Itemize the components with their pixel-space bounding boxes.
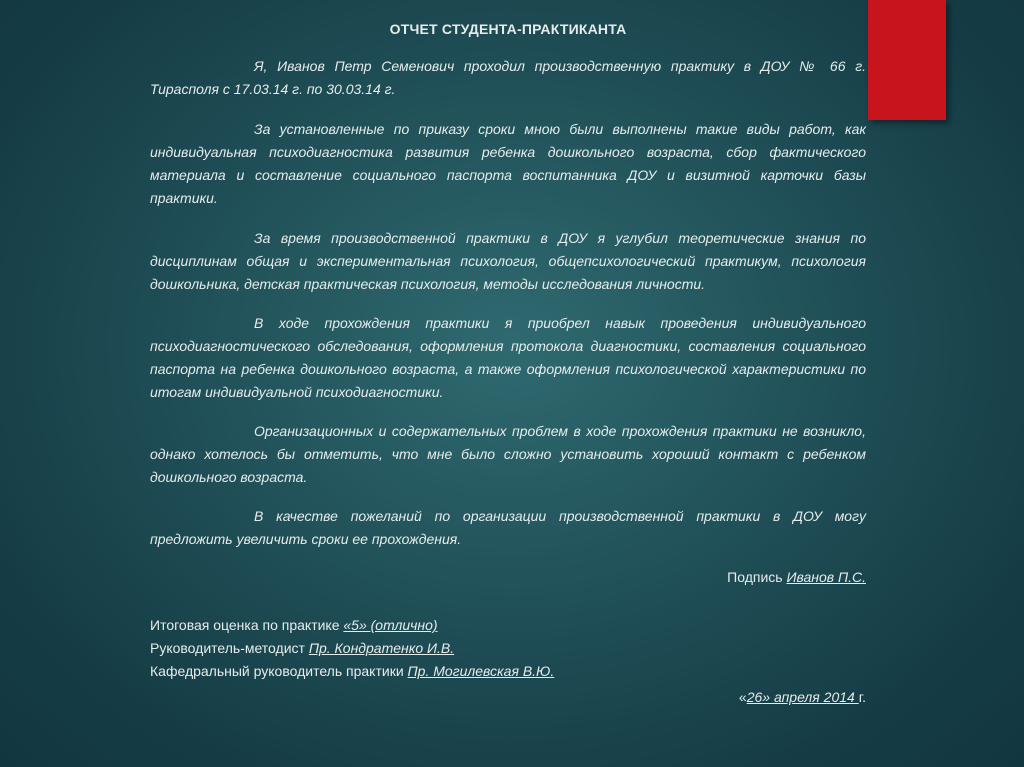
paragraph-6: В качестве пожеланий по организации производственной практики в ДОУ могу предложить увеличить сроки ее прохождения. — [150, 508, 866, 547]
report-title: ОТЧЕТ СТУДЕНТА-ПРАКТИКАНТА — [389, 21, 627, 37]
department-head-line: Кафедральный руководитель практики Пр. Могилевская В.Ю. — [150, 663, 555, 679]
signature-line: Подпись Иванов П.С. — [727, 569, 866, 585]
grade-value: «5» (отлично) — [343, 617, 438, 633]
methodist-line: Руководитель-методист Пр. Кондратенко И.В. — [150, 640, 455, 656]
date-month-year: » апреля 2014 — [762, 689, 859, 705]
date-day: 26 — [746, 689, 763, 705]
paragraph-1: Я, Иванов Петр Семенович проходил производственную практику в ДОУ № 66 г. Тирасполя с 17.03.14 г. по 30.03.14 г. — [150, 58, 866, 97]
grade-line: Итоговая оценка по практике «5» (отлично) — [150, 617, 438, 633]
signature-name: Иванов П.С. — [786, 569, 866, 585]
methodist-name: Пр. Кондратенко И.В. — [308, 640, 455, 656]
paragraph-3: За время производственной практики в ДОУ я углубил теоретические знания по дисциплинам общая и экспериментальная психология, общепсихологический практикум, психология дошкольника, детская практическая психология, методы исследования личности. — [150, 230, 866, 292]
department-head-name: Пр. Могилевская В.Ю. — [407, 663, 555, 679]
paragraph-2: За установленные по приказу сроки мною были выполнены такие виды работ, как индивидуальная психодиагностика развития ребенка дошкольного возраста, сбор фактического материала и составление социального паспорта воспитанника ДОУ и визитной карточки базы практики. — [150, 121, 866, 206]
paragraph-4: В ходе прохождения практики я приобрел навык проведения индивидуального психодиагностического обследования, оформления протокола диагностики, составления социального паспорта на ребенка дошкольного возраста, а также оформления психологической характеристики по итогам индивидуальной психодиагностики. — [150, 315, 866, 400]
paragraph-5: Организационных и содержательных проблем в ходе прохождения практики не возникло, однако хотелось бы отметить, что мне было сложно установить хороший контакт с ребенком дошкольного возраста. — [150, 423, 866, 485]
report-date: «26» апреля 2014 г. — [738, 689, 866, 705]
red-accent-block — [868, 0, 946, 120]
